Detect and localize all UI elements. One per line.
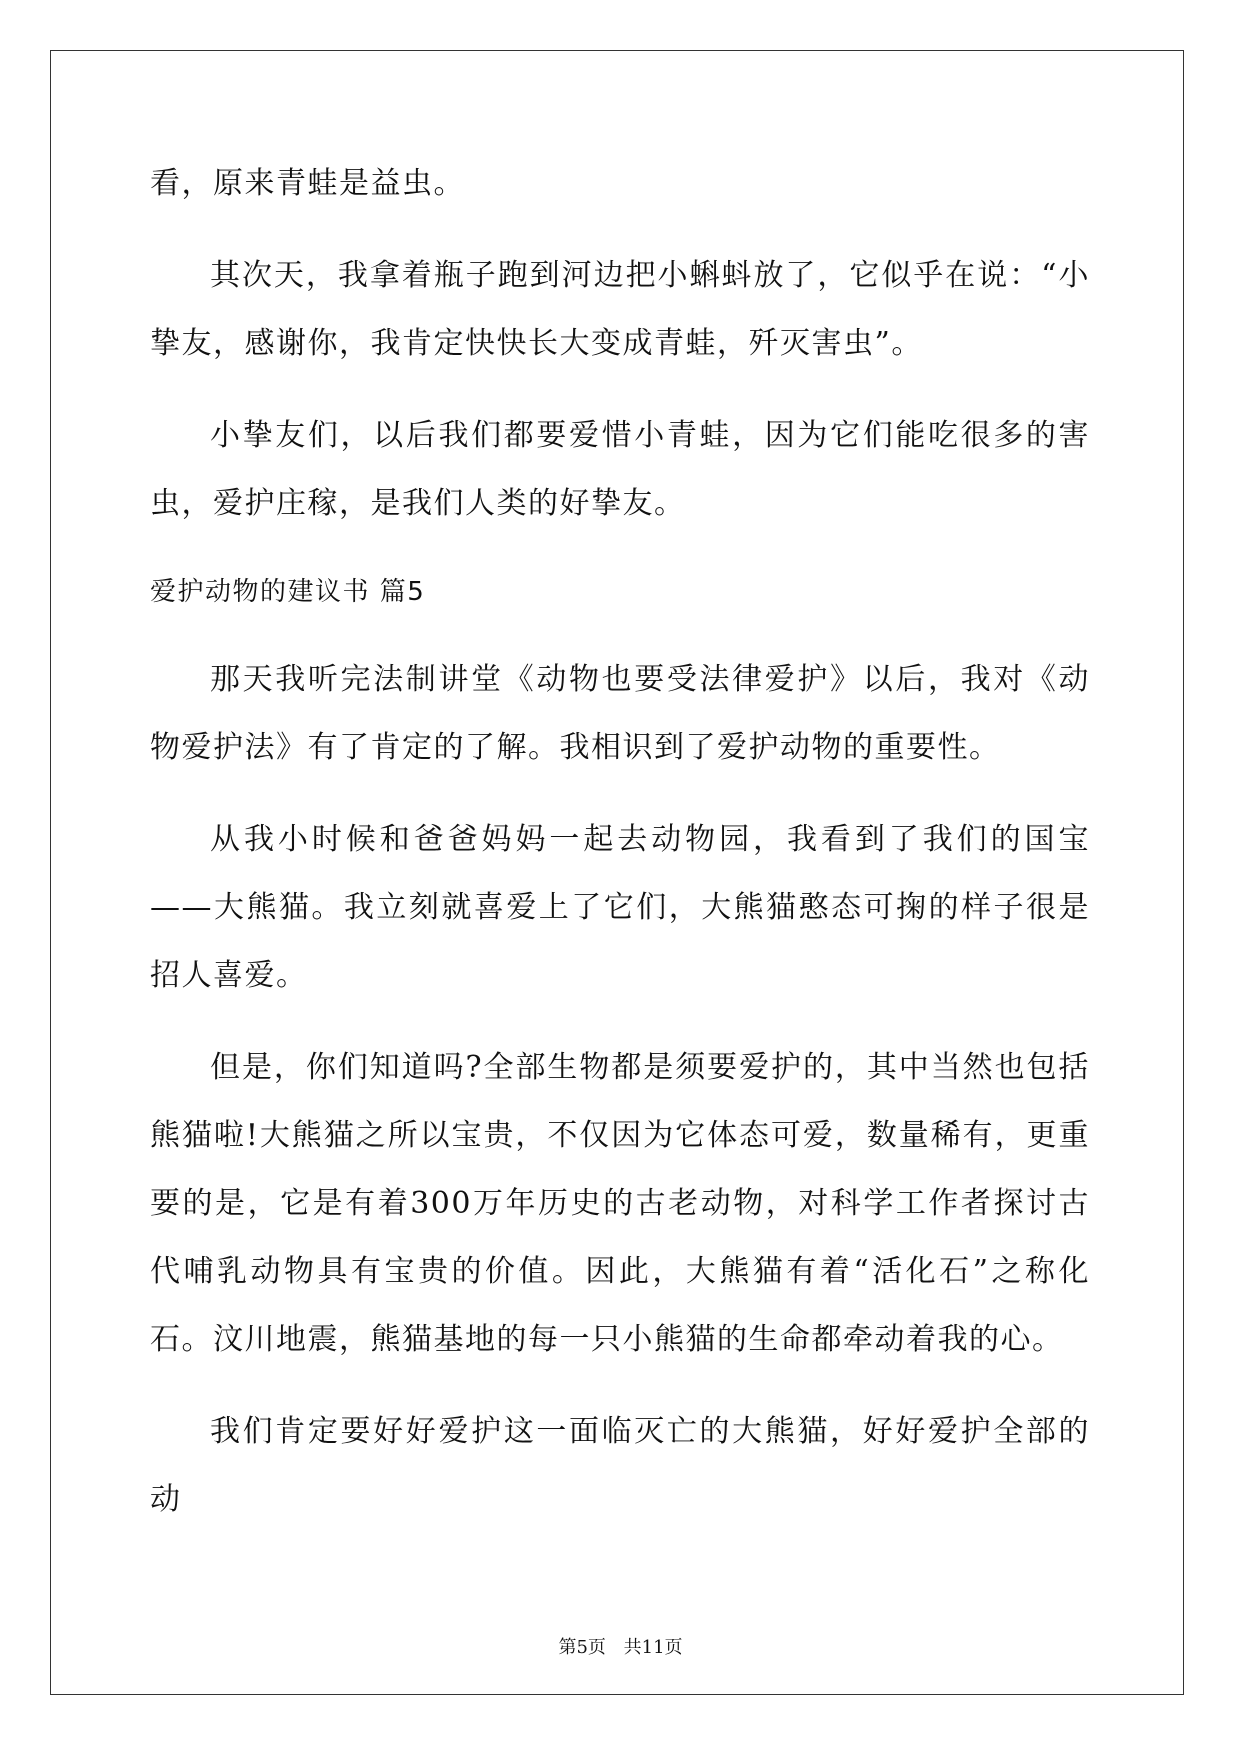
section-heading: 爱护动物的建议书 篇5 — [150, 577, 426, 607]
paragraph: 从我小时候和爸爸妈妈一起去动物园，我看到了我们的国宝——大熊猫。我立刻就喜爱上了它们，大熊猫憨态可掬的样子很是招人喜爱。 — [150, 822, 1090, 993]
paragraph: 那天我听完法制讲堂《动物也要受法律爱护》以后，我对《动物爱护法》有了肯定的了解。我相识到了爱护动物的重要性。 — [150, 662, 1090, 765]
paragraph: 但是，你们知道吗?全部生物都是须要爱护的，其中当然也包括熊猫啦!大熊猫之所以宝贵，不仅因为它体态可爱，数量稀有，更重要的是，它是有着300万年历史的古老动物，对科学工作者探讨古代哺乳动物具有宝贵的价值。因此，大熊猫有着“活化石”之称化石。汶川地震，熊猫基地的每一只小熊猫的生命都牵动着我的心。 — [150, 1050, 1090, 1357]
paragraph: 小挚友们，以后我们都要爱惜小青蛙，因为它们能吃很多的害虫，爱护庄稼，是我们人类的好挚友。 — [150, 418, 1090, 521]
document-body — [150, 150, 1090, 1558]
page-footer — [0, 1633, 1241, 1659]
paragraph: 我们肯定要好好爱护这一面临灭亡的大熊猫，好好爱护全部的动 — [150, 1414, 1090, 1517]
paragraph: 看，原来青蛙是益虫。 — [150, 166, 465, 201]
page-number: 第5页 — [558, 1637, 606, 1658]
page-total: 共11页 — [623, 1637, 683, 1658]
paragraph: 其次天，我拿着瓶子跑到河边把小蝌蚪放了，它似乎在说：“小挚友，感谢你，我肯定快快长大变成青蛙，歼灭害虫”。 — [150, 258, 1090, 361]
